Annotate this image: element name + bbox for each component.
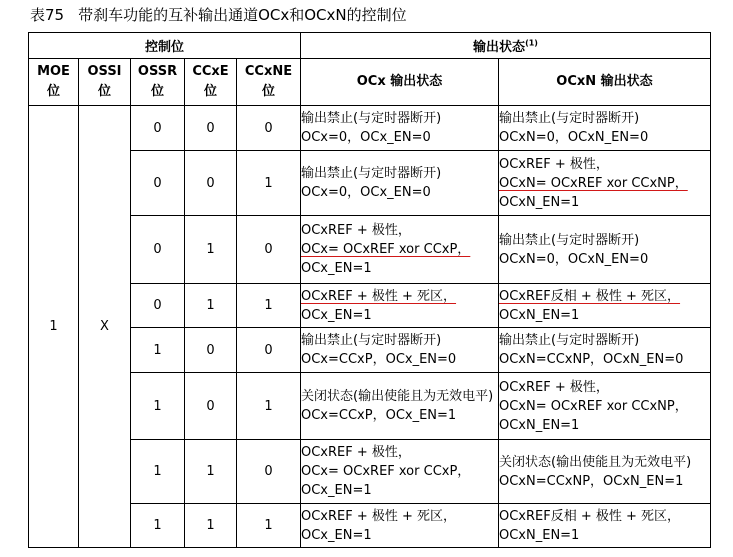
ocx-state-line: OCxREF + 极性， bbox=[301, 223, 411, 238]
ocxn-state-line: OCxN=CCxNP，OCxN_EN=1 bbox=[499, 473, 684, 489]
ocx-state-line: 输出禁止(与定时器断开) bbox=[301, 166, 442, 181]
ossr-cell: 0 bbox=[131, 216, 185, 284]
ocx-state-line: OCx_EN=1 bbox=[301, 307, 372, 323]
ocxn-state-line: OCxREF + 极性， bbox=[499, 156, 609, 172]
ccxe-cell: 1 bbox=[185, 216, 237, 284]
table-row bbox=[29, 151, 711, 216]
ocxn-state-cell bbox=[499, 151, 711, 216]
col-header-ccxne: CCxNE 位 bbox=[237, 59, 301, 106]
ocxn-state-cell bbox=[499, 216, 711, 284]
ocxn-state-line: OCxREF反相 + 极性 + 死区， bbox=[499, 508, 681, 524]
ossr-cell: 1 bbox=[131, 440, 185, 504]
ossr-cell: 1 bbox=[131, 504, 185, 548]
ocx-state-line: OCxREF + 极性， bbox=[301, 445, 411, 460]
ocxn-state-line: OCxN=0，OCxN_EN=0 bbox=[499, 251, 649, 267]
ccxne-cell: 0 bbox=[237, 106, 301, 151]
ocx-state-line: OCx= OCxREF xor CCxP， bbox=[301, 464, 471, 479]
ccxe-cell: 0 bbox=[185, 151, 237, 216]
ccxne-cell: 1 bbox=[237, 284, 301, 328]
ocx-state-cell bbox=[301, 106, 499, 151]
ocxn-state-cell bbox=[499, 373, 711, 440]
table-title: 带刹车功能的互补输出通道OCx和OCxN的控制位 bbox=[78, 6, 407, 24]
ossr-cell: 0 bbox=[131, 106, 185, 151]
col-header-ossi: OSSI 位 bbox=[79, 59, 131, 106]
ccxne-cell: 1 bbox=[237, 151, 301, 216]
ocx-state-line: OCx=0，OCx_EN=0 bbox=[301, 185, 431, 200]
ossr-cell: 0 bbox=[131, 151, 185, 216]
ccxe-cell: 1 bbox=[185, 284, 237, 328]
col-header-ocx: OCx 输出状态 bbox=[301, 59, 499, 106]
col-header-ossr: OSSR 位 bbox=[131, 59, 185, 106]
ocx-state-line: 输出禁止(与定时器断开) bbox=[301, 111, 442, 126]
ocx-state-line: OCxREF + 极性 + 死区， bbox=[301, 508, 457, 524]
ocx-state-cell bbox=[301, 373, 499, 440]
ccxe-cell: 0 bbox=[185, 373, 237, 440]
ocxn-state-line: OCxN=CCxNP，OCxN_EN=0 bbox=[499, 352, 684, 367]
ocx-state-line: OCxREF + 极性 + 死区， bbox=[301, 288, 457, 304]
table-row bbox=[29, 328, 711, 373]
col-header-ccxe: CCxE 位 bbox=[185, 59, 237, 106]
ocxn-state-cell bbox=[499, 328, 711, 373]
ocxn-state-line: OCxN= OCxREF xor CCxNP， bbox=[499, 175, 688, 191]
control-bits-table bbox=[28, 32, 711, 548]
table-row bbox=[29, 106, 711, 151]
ocx-state-line: OCx_EN=1 bbox=[301, 261, 372, 276]
ocxn-state-line: OCxREF + 极性， bbox=[499, 379, 609, 395]
ocx-state-line: OCx_EN=1 bbox=[301, 483, 372, 498]
ocxn-state-line: OCxN_EN=1 bbox=[499, 307, 580, 323]
ocx-state-line: OCx_EN=1 bbox=[301, 527, 372, 543]
ccxne-cell: 0 bbox=[237, 328, 301, 373]
ccxne-cell: 1 bbox=[237, 504, 301, 548]
ossi-value-cell: X bbox=[79, 106, 131, 548]
table-row bbox=[29, 504, 711, 548]
ossr-cell: 1 bbox=[131, 373, 185, 440]
ocx-state-cell bbox=[301, 284, 499, 328]
ccxe-cell: 0 bbox=[185, 328, 237, 373]
table-caption bbox=[30, 4, 407, 26]
ocx-state-cell bbox=[301, 504, 499, 548]
ocx-state-cell bbox=[301, 216, 499, 284]
table-row bbox=[29, 373, 711, 440]
ccxe-cell: 1 bbox=[185, 504, 237, 548]
ocxn-state-line: OCxN= OCxREF xor CCxNP， bbox=[499, 398, 688, 414]
ocx-state-line: OCx= OCxREF xor CCxP， bbox=[301, 242, 471, 257]
ocx-state-cell bbox=[301, 440, 499, 504]
ocxn-state-line: OCxREF反相 + 极性 + 死区， bbox=[499, 288, 681, 304]
ccxe-cell: 0 bbox=[185, 106, 237, 151]
ocxn-state-line: OCxN=0，OCxN_EN=0 bbox=[499, 130, 649, 145]
table-row bbox=[29, 216, 711, 284]
ocxn-state-line: 输出禁止(与定时器断开) bbox=[499, 333, 640, 348]
col-header-ocxn: OCxN 输出状态 bbox=[499, 59, 711, 106]
ocx-state-line: 输出禁止(与定时器断开) bbox=[301, 333, 442, 348]
ccxne-cell: 0 bbox=[237, 216, 301, 284]
ocx-state-line: OCx=CCxP，OCx_EN=0 bbox=[301, 352, 457, 367]
ocx-state-line: OCx=0，OCx_EN=0 bbox=[301, 130, 431, 145]
table-number: 表75 bbox=[30, 6, 65, 24]
ocxn-state-line: OCxN_EN=1 bbox=[499, 194, 580, 210]
footnote-ref: (1) bbox=[525, 38, 538, 48]
ocxn-state-cell bbox=[499, 440, 711, 504]
ccxne-cell: 1 bbox=[237, 373, 301, 440]
ocx-state-cell bbox=[301, 328, 499, 373]
ocx-state-line: 关闭状态(输出使能且为无效电平) bbox=[301, 389, 494, 404]
table-row bbox=[29, 284, 711, 328]
table-row bbox=[29, 440, 711, 504]
control-bits-group-header: 控制位 bbox=[29, 33, 301, 59]
ocxn-state-line: OCxN_EN=1 bbox=[499, 417, 580, 433]
group-header-row bbox=[29, 33, 711, 59]
ocxn-state-line: 关闭状态(输出使能且为无效电平) bbox=[499, 454, 692, 470]
output-state-group-header: 输出状态$^{(1)}$ bbox=[301, 33, 711, 59]
ocx-state-line: OCx=CCxP，OCx_EN=1 bbox=[301, 408, 457, 423]
moe-value-cell: 1 bbox=[29, 106, 79, 548]
ocxn-state-line: OCxN_EN=1 bbox=[499, 527, 580, 543]
ossr-cell: 1 bbox=[131, 328, 185, 373]
col-header-moe: MOE 位 bbox=[29, 59, 79, 106]
ccxe-cell: 1 bbox=[185, 440, 237, 504]
column-header-row bbox=[29, 59, 711, 106]
ocxn-state-cell bbox=[499, 284, 711, 328]
ocxn-state-cell bbox=[499, 504, 711, 548]
ocxn-state-line: 输出禁止(与定时器断开) bbox=[499, 232, 640, 248]
ossr-cell: 0 bbox=[131, 284, 185, 328]
ocxn-state-cell bbox=[499, 106, 711, 151]
ccxne-cell: 0 bbox=[237, 440, 301, 504]
ocxn-state-line: 输出禁止(与定时器断开) bbox=[499, 111, 640, 126]
ocx-state-cell bbox=[301, 151, 499, 216]
